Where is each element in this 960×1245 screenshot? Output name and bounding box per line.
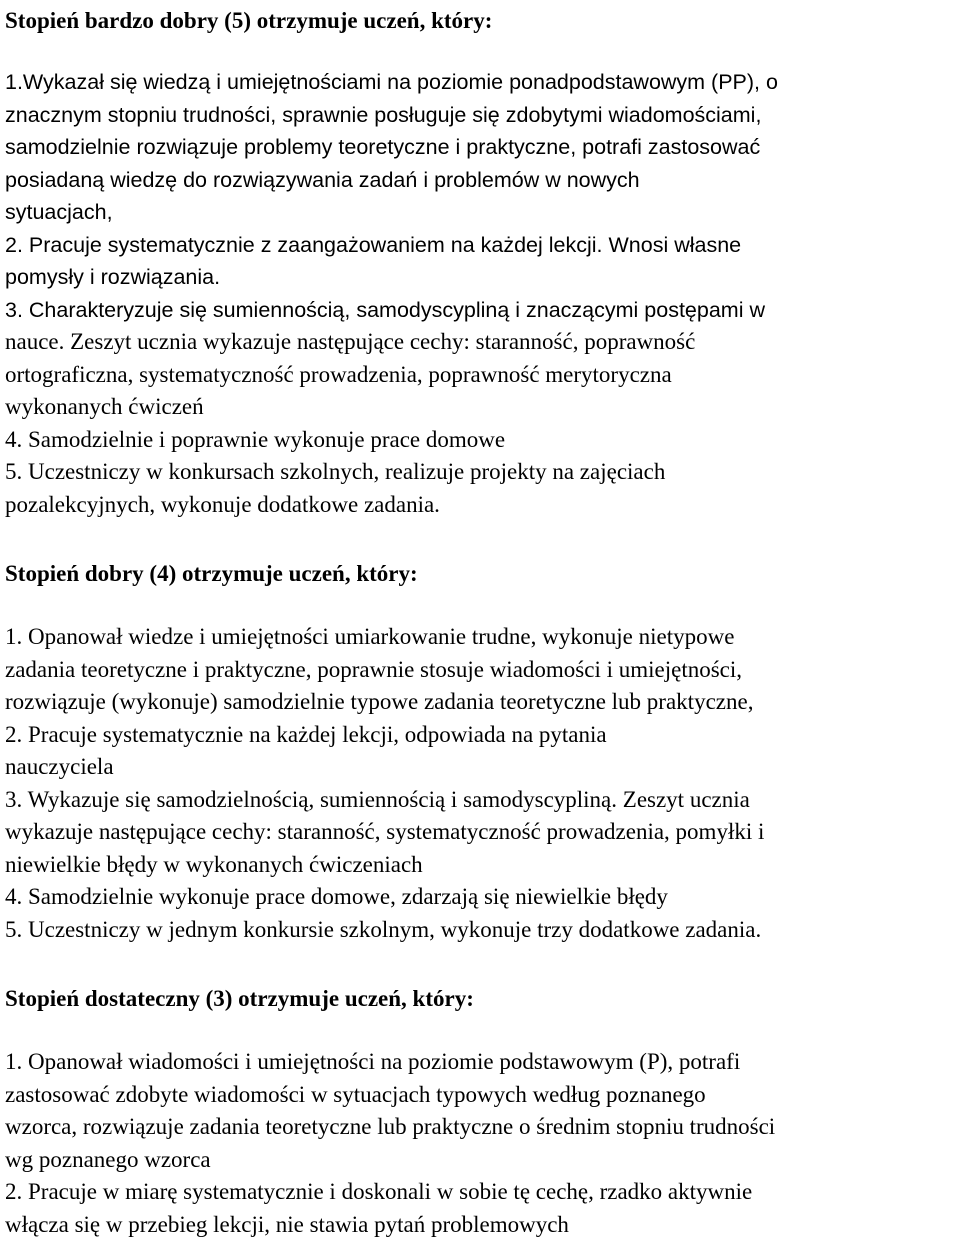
- text-line: znacznym stopniu trudności, sprawnie posługuje się zdobytymi wiadomościami,: [5, 103, 762, 127]
- text-line: nauce. Zeszyt ucznia wykazuje następujące cechy: staranność, poprawność: [5, 329, 696, 354]
- text-line: włącza się w przebieg lekcji, nie stawia pytań problemowych: [5, 1212, 569, 1237]
- text-line: wg poznanego wzorca: [5, 1147, 211, 1172]
- text-line: posiadaną wiedzę do rozwiązywania zadań i problemów w nowych: [5, 168, 640, 192]
- text-line: 4. Samodzielnie wykonuje prace domowe, zdarzają się niewielkie błędy: [5, 884, 668, 909]
- section-heading-grade-3: Stopień dostateczny (3) otrzymuje uczeń, który:: [5, 986, 474, 1011]
- text-line: 3. Wykazuje się samodzielnością, sumiennością i samodyscypliną. Zeszyt ucznia: [5, 787, 750, 812]
- text-line: 1. Opanował wiedze i umiejętności umiarkowanie trudne, wykonuje nietypowe: [5, 624, 735, 649]
- text-line: samodzielnie rozwiązuje problemy teoretyczne i praktyczne, potrafi zastosować: [5, 135, 761, 159]
- text-line: ortograficzna, systematyczność prowadzenia, poprawność merytoryczna: [5, 362, 672, 387]
- text-line: pozalekcyjnych, wykonuje dodatkowe zadania.: [5, 492, 440, 517]
- text-line: rozwiązuje (wykonuje) samodzielnie typowe zadania teoretyczne lub praktyczne,: [5, 689, 754, 714]
- text-line: pomysły i rozwiązania.: [5, 265, 221, 289]
- text-line: zastosować zdobyte wiadomości w sytuacjach typowych według poznanego: [5, 1082, 706, 1107]
- text-line: wykonanych ćwiczeń: [5, 394, 204, 419]
- text-line: sytuacjach,: [5, 200, 113, 224]
- text-line: zadania teoretyczne i praktyczne, poprawnie stosuje wiadomości i umiejętności,: [5, 657, 743, 682]
- text-line: 5. Uczestniczy w jednym konkursie szkolnym, wykonuje trzy dodatkowe zadania.: [5, 917, 762, 942]
- text-line: niewielkie błędy w wykonanych ćwiczeniach: [5, 852, 423, 877]
- text-line: nauczyciela: [5, 754, 114, 779]
- text-line: wzorca, rozwiązuje zadania teoretyczne lub praktyczne o średnim stopniu trudności: [5, 1114, 776, 1139]
- section-heading-grade-4: Stopień dobry (4) otrzymuje uczeń, który:: [5, 561, 418, 586]
- section-heading-grade-5: Stopień bardzo dobry (5) otrzymuje uczeń, który:: [5, 8, 493, 33]
- text-line: 1. Opanował wiadomości i umiejętności na poziomie podstawowym (P), potrafi: [5, 1049, 741, 1074]
- text-line: wykazuje następujące cechy: staranność, systematyczność prowadzenia, pomyłki i: [5, 819, 765, 844]
- text-line: 5. Uczestniczy w konkursach szkolnych, realizuje projekty na zajęciach: [5, 459, 666, 484]
- text-line: 4. Samodzielnie i poprawnie wykonuje prace domowe: [5, 427, 506, 452]
- text-line: 2. Pracuje systematycznie na każdej lekcji, odpowiada na pytania: [5, 722, 607, 747]
- text-line: 2. Pracuje systematycznie z zaangażowaniem na każdej lekcji. Wnosi własne: [5, 233, 742, 257]
- text-line: 2. Pracuje w miarę systematycznie i doskonali w sobie tę cechę, rzadko aktywnie: [5, 1179, 753, 1204]
- text-line: 3. Charakteryzuje się sumiennością, samodyscypliną i znaczącymi postępami w: [5, 298, 765, 322]
- text-line: 1.Wykazał się wiedzą i umiejętnościami na poziomie ponadpodstawowym (PP), o: [5, 70, 778, 94]
